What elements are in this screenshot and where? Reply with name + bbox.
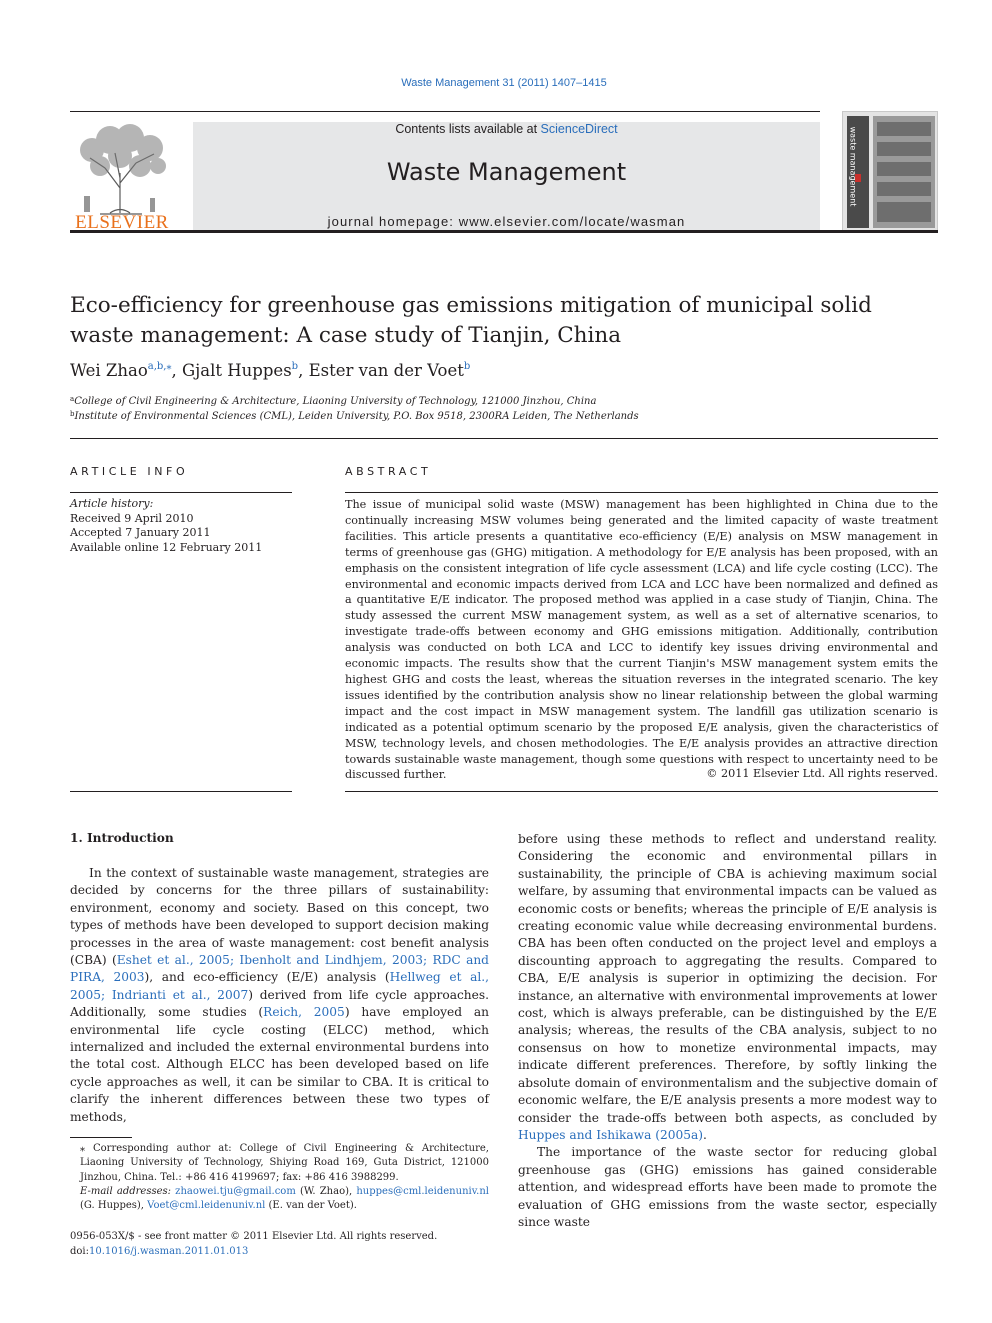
email-link[interactable]: huppes@cml.leidenuniv.nl <box>356 1185 489 1197</box>
email-owner: (G. Huppes), <box>80 1200 148 1212</box>
sciencedirect-link[interactable]: ScienceDirect <box>540 122 618 136</box>
text-run: ), and eco-efficiency (E/E) analysis ( <box>144 970 390 985</box>
issn-line: 0956-053X/$ - see front matter © 2011 Elsevier Ltd. All rights reserved. <box>70 1231 438 1242</box>
article-info-rule <box>70 492 292 493</box>
text-run: before using these methods to reflect and understand reality. Considering the economic and environmental pillars in sustainability, the principle of CBA is achieving maximum social welfare, by assuming that environmental impacts can be valued as economic costs or benefits; whereas the principle of E/E analysis is creating economic value while decreasing environmental burdens. CBA has been often conducted on the project level and employs a discounting approach to aggregating the results. Compared to CBA, E/E analysis is superior in optimizing the decision. For instance, an alternative with environmental improvements at lower cost, which is always preferable, can be distinguished by the E/E analysis; whereas, the results of the CBA analysis, subject to no consensus on how to monetize environmental impacts, may indicate different preferences. Therefore, by softly linking the absolute domain of environmentalism and the subjective domain of economic welfare, the E/E analysis presents a more modest way to consider the trade-offs between both aspects, as concluded by <box>518 832 937 1125</box>
body-column-right <box>518 831 937 1231</box>
issn-block <box>70 1230 437 1259</box>
article-title: Eco-efficiency for greenhouse gas emissions mitigation of municipal solid waste management: A case study of Tianjin, China <box>70 293 872 348</box>
affil-mark: b <box>70 410 75 418</box>
journal-name: Waste Management <box>386 158 627 186</box>
citation-link[interactable]: Huppes and Ishikawa (2005a) <box>518 1127 704 1142</box>
accepted-date: Accepted 7 January 2011 <box>70 526 211 539</box>
affil-text: College of Civil Engineering & Architecture, Liaoning University of Technology, 121000 Jinzhou, China <box>74 396 597 407</box>
author-name[interactable]: Ester van der Voet <box>308 361 464 380</box>
masthead-thick-rule <box>70 230 938 233</box>
corresponding-author-footnote <box>70 1142 489 1213</box>
author-affil-marks[interactable]: a,b,⁎ <box>147 361 172 372</box>
text-run: ) have employed an environmental life cycle costing (ELCC) method, which internalized and included the external environmental burdens into the total cost. Although ELCC has been developed based on life cycle approaches as well, it can be similar to CBA. It is critical to clarify the inherent differences between these two types of methods, <box>70 1005 489 1124</box>
abstract-heading: ABSTRACT <box>345 465 432 478</box>
doi-prefix: doi: <box>70 1245 89 1257</box>
online-date: Available online 12 February 2011 <box>70 540 263 554</box>
affil-mark: a <box>70 395 75 403</box>
email-link[interactable]: zhaowei.tju@gmail.com <box>175 1185 296 1197</box>
article-history <box>70 497 262 555</box>
citation-link[interactable]: Eshet et al., 2005; Ibenholt and Lindhjem, 2003; RDC and PIRA, 2003 <box>70 953 489 985</box>
email-label: E-mail addresses: <box>80 1185 176 1197</box>
journal-masthead <box>193 122 820 231</box>
email-owner: (E. van der Voet). <box>265 1200 357 1212</box>
text-run: ) derived from life cycle approaches. Additionally, some studies ( <box>70 987 489 1020</box>
author-name[interactable]: Wei Zhao <box>70 361 148 380</box>
author-affil-marks[interactable]: b <box>463 361 471 372</box>
text-run: . <box>703 1127 707 1142</box>
section-heading-introduction: 1. Introduction <box>70 831 174 845</box>
cover-spine-text: waste management <box>848 126 858 207</box>
journal-homepage-link[interactable]: journal homepage: www.elsevier.com/locate/wasman <box>327 214 686 229</box>
contents-prefix: Contents lists available at <box>395 122 541 136</box>
abstract-bottom-rule <box>345 791 938 792</box>
email-link[interactable]: Voet@cml.leidenuniv.nl <box>147 1200 266 1212</box>
abstract-rule <box>345 492 938 493</box>
footnote-rule <box>70 1137 132 1138</box>
abstract-text: The issue of municipal solid waste (MSW) management has been highlighted in China due to the continually increasing MSW volumes being generated and the limited capacity of waste treatment facilities. This article presents a quantitative eco-efficiency (E/E) analysis on MSW management in terms of greenhouse gas (GHG) mitigation. A methodology for E/E analysis has been proposed, with an emphasis on the consistent integration of life cycle assessment (LCA) and life cycle costing (LCC). The environmental and economic impacts derived from LCA and LCC have been normalized and defined as a quantitative E/E indicator. The proposed method was applied in a case study of Tianjin, China. The study assessed the current MSW management system, as well as a set of alternative scenarios, to investigate trade-offs between economy and GHG emissions mitigation. Additionally, contribution analysis was conducted on both LCA and LCC to identify key issues driving environmental and economic impacts. The results show that the current Tianjin's MSW management system emits the highest GHG and costs the least, whereas the situation reverses in the integrated scenario. The key issues identified by the contribution analysis show no linear relationship between the global warming impact and the cost impact in MSW management system. The landfill gas utilization scenario is indicated as a potential optimum scenario by the proposed E/E analysis, given the characteristics of MSW, technology levels, and chosen methodologies. The E/E analysis provides an attractive direction towards sustainable waste management, though some questions with respect to uncertainty need to be discussed further. <box>345 498 938 782</box>
affiliation-b <box>70 410 639 422</box>
corresponding-author-text: ⁎ Corresponding author at: College of Civil Engineering & Architecture, Liaoning University of Technology, Shiying Road 169, Guta District, 121000 Jinzhou, China. Tel.: +86 416 4199697; fax: +86 416 3988299. <box>80 1143 489 1183</box>
doi-line <box>70 1245 437 1260</box>
title-block-rule <box>70 438 938 439</box>
author-name[interactable]: Gjalt Huppes <box>182 361 292 380</box>
article-info-bottom-rule <box>70 791 292 792</box>
author-affil-marks[interactable]: b <box>291 361 299 372</box>
affil-text: Institute of Environmental Sciences (CML), Leiden University, P.O. Box 9518, 2300RA Leiden, The Netherlands <box>74 411 639 422</box>
journal-citation[interactable]: Waste Management 31 (2011) 1407–1415 <box>401 77 607 89</box>
doi-link[interactable]: 10.1016/j.wasman.2011.01.013 <box>89 1245 249 1257</box>
affiliation-a <box>70 395 596 407</box>
text-run: In the context of sustainable waste management, strategies are decided by concerns for the three pillars of sustainability: environment, economy and society. Based on this concept, two types of methods have been developed to support decision making processes in the area of waste management: cost benefit analysis (CBA) ( <box>70 866 489 968</box>
article-info-heading: ARTICLE INFO <box>70 465 189 478</box>
citation-link[interactable]: Reich, 2005 <box>263 1005 345 1020</box>
author-list: Wei Zhao$^{a,b,⁎}$, Gjalt Huppes$^b$, Ester van der Voet$^b$ <box>70 361 471 380</box>
email-owner: (W. Zhao), <box>295 1185 357 1197</box>
email-addresses <box>70 1185 489 1214</box>
history-title: Article history: <box>70 497 154 510</box>
received-date: Received 9 April 2010 <box>70 511 194 525</box>
citation-link[interactable]: Hellweg et al., 2005; Indrianti et al., 2007 <box>70 970 489 1002</box>
elsevier-wordmark[interactable]: ELSEVIER <box>75 212 169 233</box>
contents-line <box>193 122 820 136</box>
paragraph: The importance of the waste sector for reducing global greenhouse gas (GHG) emissions has gained considerable attention, and widespread efforts have been made to promote the evaluation of GHG emissions from the waste sector, especially since waste <box>518 1145 937 1229</box>
paragraph <box>518 831 937 1144</box>
abstract-copyright: © 2011 Elsevier Ltd. All rights reserved. <box>706 767 938 780</box>
paragraph <box>70 865 489 1126</box>
journal-cover-thumbnail[interactable] <box>842 111 938 231</box>
header-rule <box>70 111 820 112</box>
body-column-left <box>70 865 489 1126</box>
